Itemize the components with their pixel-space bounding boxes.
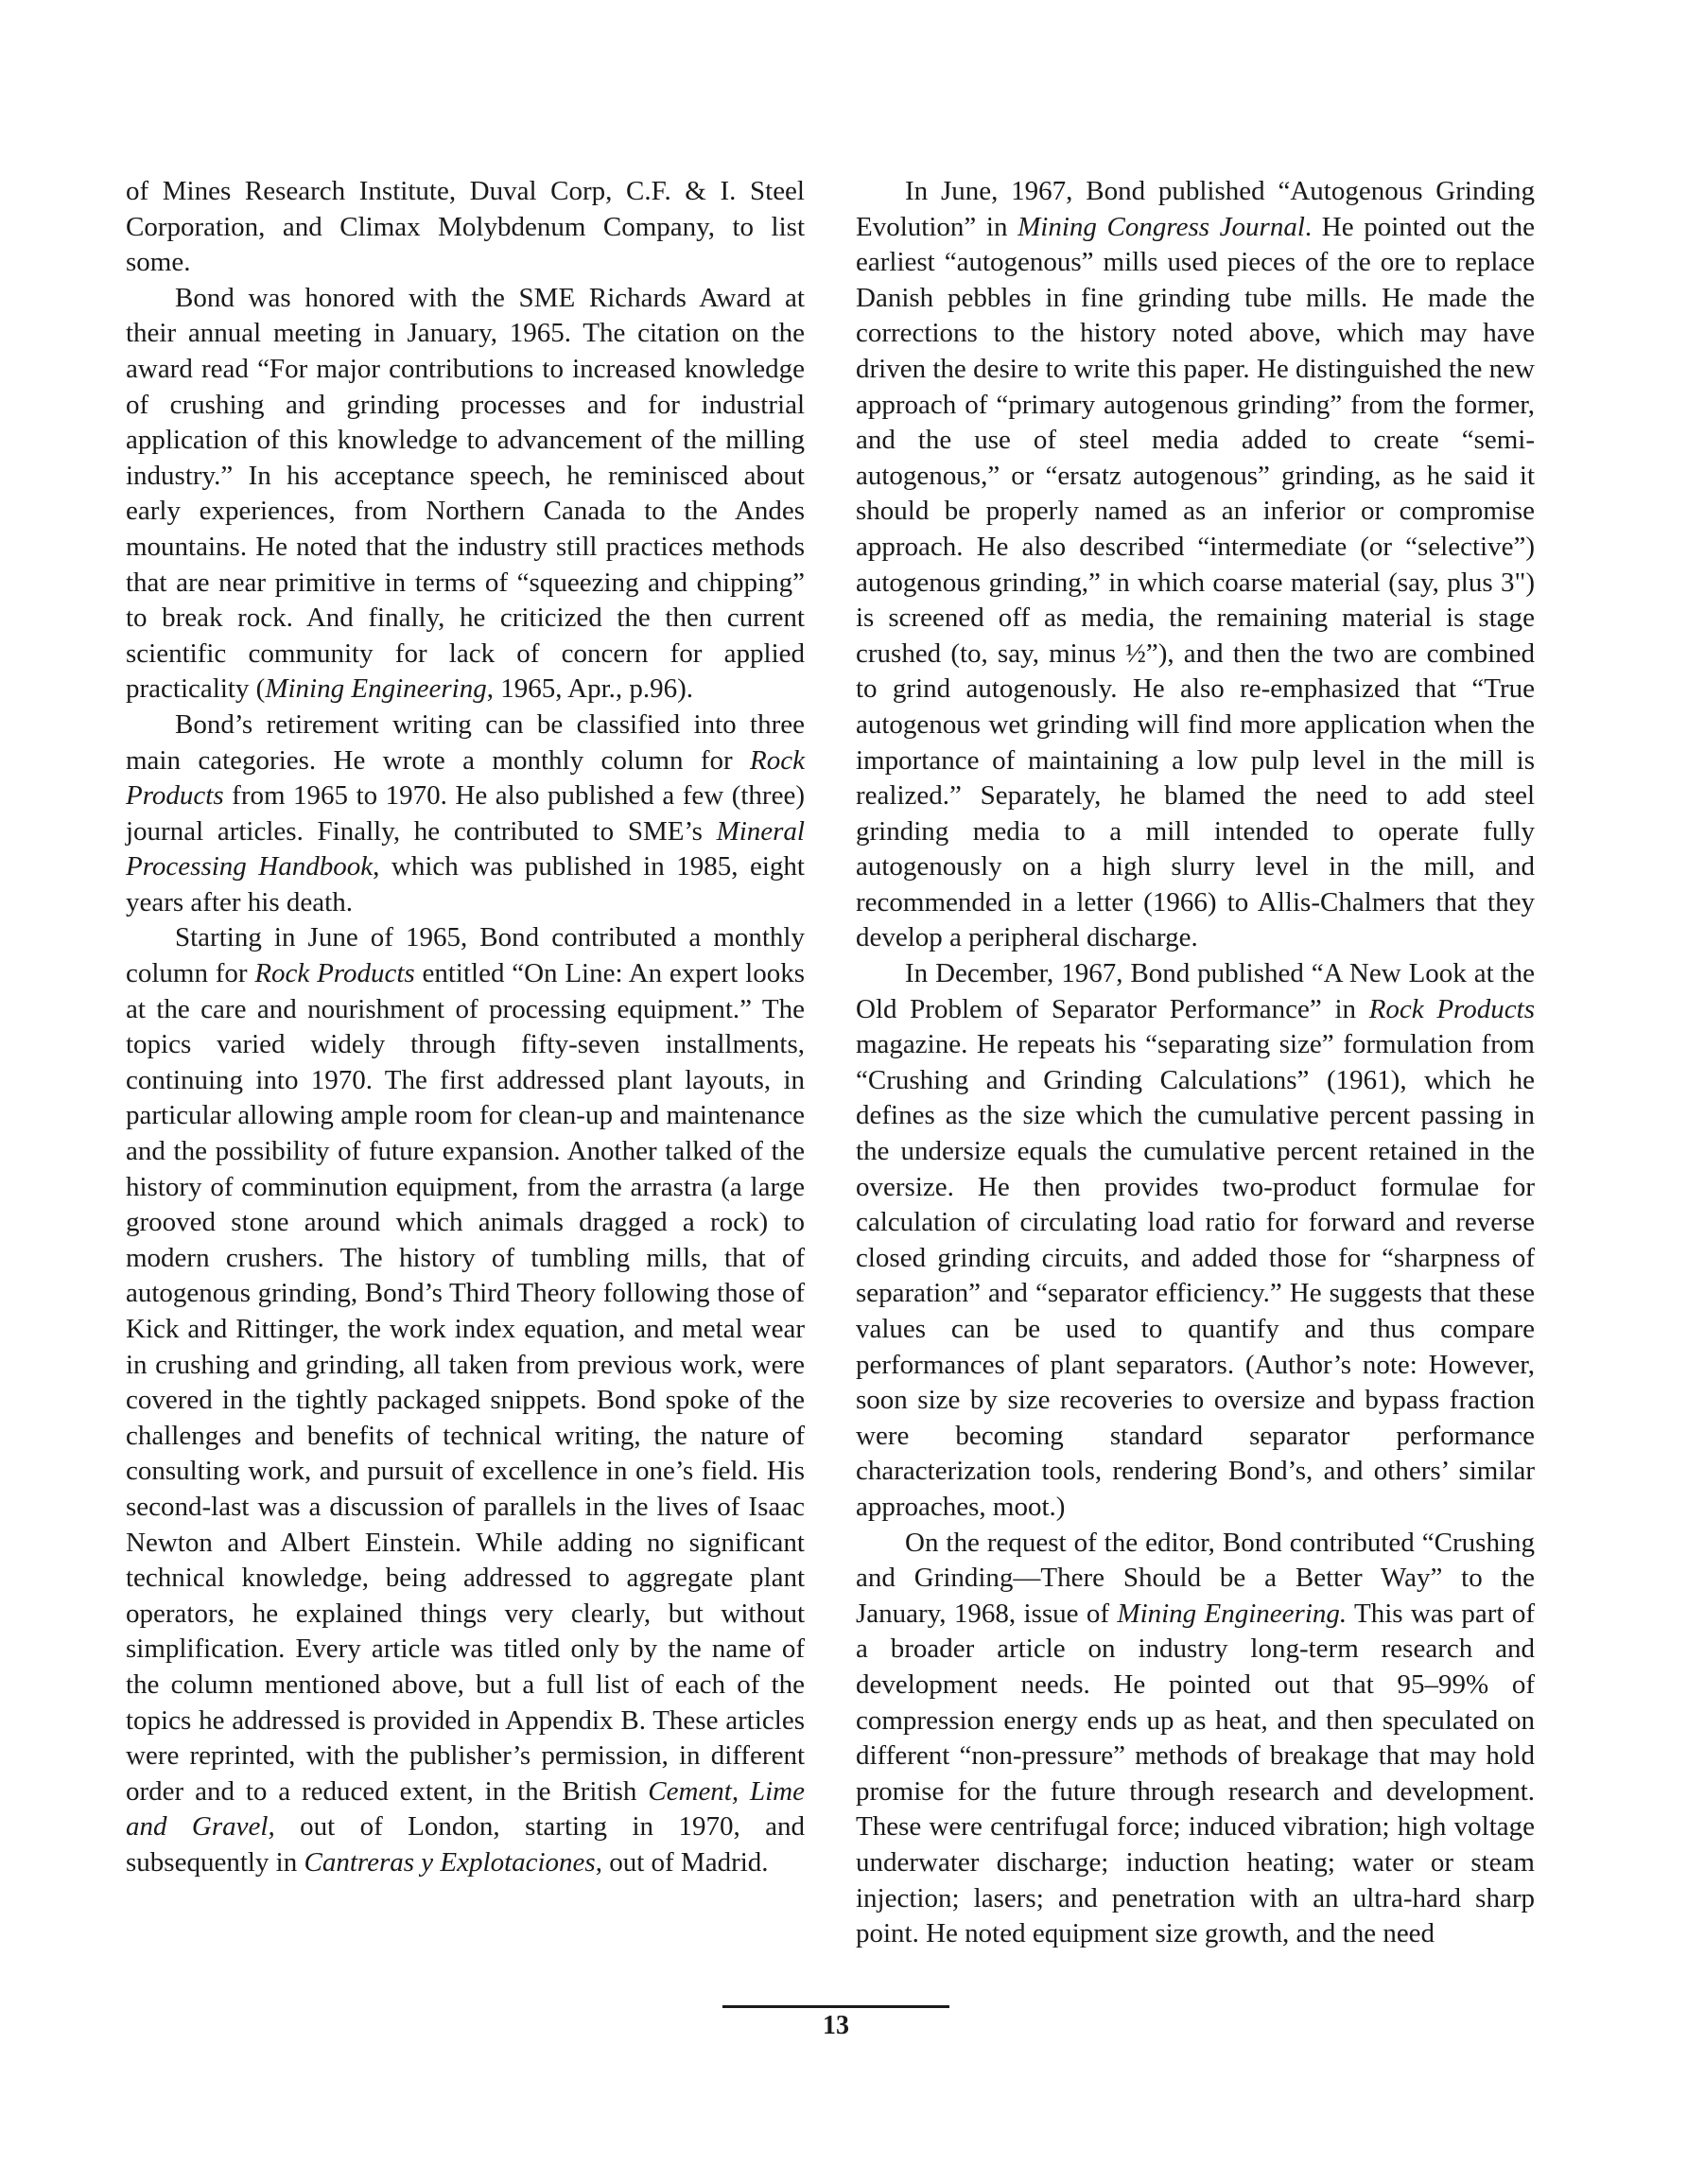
paragraph [856, 1526, 1535, 1952]
paragraph [126, 281, 805, 708]
paragraph [856, 174, 1535, 956]
right-column [856, 174, 1535, 1952]
publication-title: Rock Products [126, 744, 805, 812]
publication-title: Rock Products [254, 958, 415, 989]
paragraph-text: , which was published in 1985, eight years after his death. [126, 851, 805, 917]
paragraph [126, 174, 805, 281]
paragraph-text: of Mines Research Institute, Duval Corp, C.F. & I. Steel Corporation, and Climax Molybdenum Company, to list some. [126, 176, 805, 278]
left-column [126, 174, 805, 1881]
paragraph [856, 956, 1535, 1526]
publication-title: Rock Products [1368, 993, 1535, 1024]
paragraph [126, 708, 805, 921]
paragraph-text: entitled “On Line: An expert looks at the care and nourishment of processing equipment.” The topics varied widely through fifty-seven installments, continuing into 1970. The first addressed plant layouts, in particular allowing ample room for clean-up and maintenance and the possibility of future expansion. Another talked of the history of comminution equipment, from the arrastra (a large grooved stone around which animals dragged a rock) to modern crushers. The history of tumbling mills, that of autogenous grinding, Bond’s Third Theory following those of Kick and Rittinger, the work index equation, and metal wear in crushing and grinding, all taken from previous work, were covered in the tightly packaged snippets. Bond spoke of the challenges and benefits of technical writing, the nature of consulting work, and pursuit of excellence in one’s field. His second-last was a discussion of parallels in the lives of Isaac Newton and Albert Einstein. While adding no significant technical knowledge, being addressed to aggregate plant operators, he explained things very clearly, but without simplification. Every article was titled only by the name of the column mentioned above, but a full list of each of the topics he addressed is provided in Appendix B. These articles were reprinted, with the publisher’s permission, in different order and to a reduced extent, in the British [126, 958, 805, 1807]
publication-title: Mining Congress Journal [1017, 211, 1305, 242]
paragraph-text: Bond was honored with the SME Richards Award at their annual meeting in January, 1965. The citation on the award read “For major contributions to increased knowledge of crushing and grinding processes and for industrial application of this knowledge to advancement of the milling industry.” In his acceptance speech, he reminisced about early experiences, from Northern Canada to the Andes mountains. He noted that the industry still practices methods that are near primitive in terms of “squeezing and chipping” to break rock. And finally, he criticized the then current scientific community for lack of concern for applied practicality ( [126, 282, 805, 705]
page-number: 13 [823, 2011, 849, 2040]
footer-rule [722, 2005, 949, 2008]
paragraph [126, 920, 805, 1880]
publication-title: Mining Engineering. [1117, 1598, 1348, 1629]
publication-title: Mining Engineering [265, 673, 487, 705]
paragraph-text: , 1965, Apr., p.96). [486, 673, 694, 705]
paragraph-text: This was part of a broader article on industry long-term research and development needs. He pointed out that 95–99% of compression energy ends up as heat, and then speculated on different “non-pressure” methods of breakage that may hold promise for the future through research and development. These were centrifugal force; induced vibration; high voltage underwater discharge; induction heating; water or steam injection; lasers; and penetration with an ultra-hard sharp point. He noted equipment size growth, and the need [856, 1598, 1535, 1949]
paragraph-text: In June, 1967, Bond published “Autogenous Grinding Evolution” in [856, 176, 1535, 242]
paragraph-text: magazine. He repeats his “separating size” formulation from “Crushing and Grinding Calculations” (1961), which he defines as the size which the cumulative percent passing in the undersize equals the cumulative percent retained in the oversize. He then provides two-product formulae for calculation of circulating load ratio for forward and reverse closed grinding circuits, and added those for “sharpness of separation” and “separator efficiency.” He suggests that these values can be used to quantify and thus compare performances of plant separators. (Author’s note: However, soon size by size recoveries to oversize and bypass fraction were becoming standard separator performance characterization tools, rendering Bond’s, and others’ similar approaches, moot.) [856, 1029, 1535, 1522]
paragraph-text: , out of Madrid. [595, 1846, 769, 1878]
publication-title: Cantreras y Explotaciones [304, 1846, 596, 1878]
paragraph-text: On the request of the editor, Bond contributed “Crushing and Grinding—There Should be a Better Way” to the January, 1968, issue of [856, 1527, 1535, 1629]
paragraph-text: Bond’s retirement writing can be classified into three main categories. He wrote a monthly column for [126, 708, 805, 776]
paragraph-text: In December, 1967, Bond published “A New Look at the Old Problem of Separator Performance” in [856, 958, 1535, 1024]
publication-title: Cement, Lime and Gravel, [126, 1775, 806, 1843]
paragraph-text: out of London, starting in 1970, and subsequently in [126, 1811, 805, 1878]
publication-title: Mineral Processing Handbook [126, 815, 805, 882]
paragraph-text: from 1965 to 1970. He also published a few (three) journal articles. Finally, he contributed to SME’s [126, 780, 805, 847]
paragraph-text: . He pointed out the earliest “autogenous” mills used pieces of the ore to replace Danish pebbles in fine grinding tube mills. He made the corrections to the history noted above, which may have driven the desire to write this paper. He distinguished the new approach of “primary autogenous grinding” from the former, and the use of steel media added to create “semi-autogenous,” or “ersatz autogenous” grinding, as he said it should be properly named as an inferior or compromise approach. He also described “intermediate (or “selective”) autogenous grinding,” in which coarse material (say, plus 3") is screened off as media, the remaining material is stage crushed (to, say, minus ½”), and then the two are combined to grind autogenously. He also re-emphasized that “True autogenous wet grinding will find more application when the importance of maintaining a low pulp level in the mill is realized.” Separately, he blamed the need to add steel grinding media to a mill intended to operate fully autogenously on a high slurry level in the mill, and recommended in a letter (1966) to Allis-Chalmers that they develop a peripheral discharge. [856, 211, 1535, 953]
paragraph-text: Starting in June of 1965, Bond contributed a monthly column for [126, 922, 805, 989]
